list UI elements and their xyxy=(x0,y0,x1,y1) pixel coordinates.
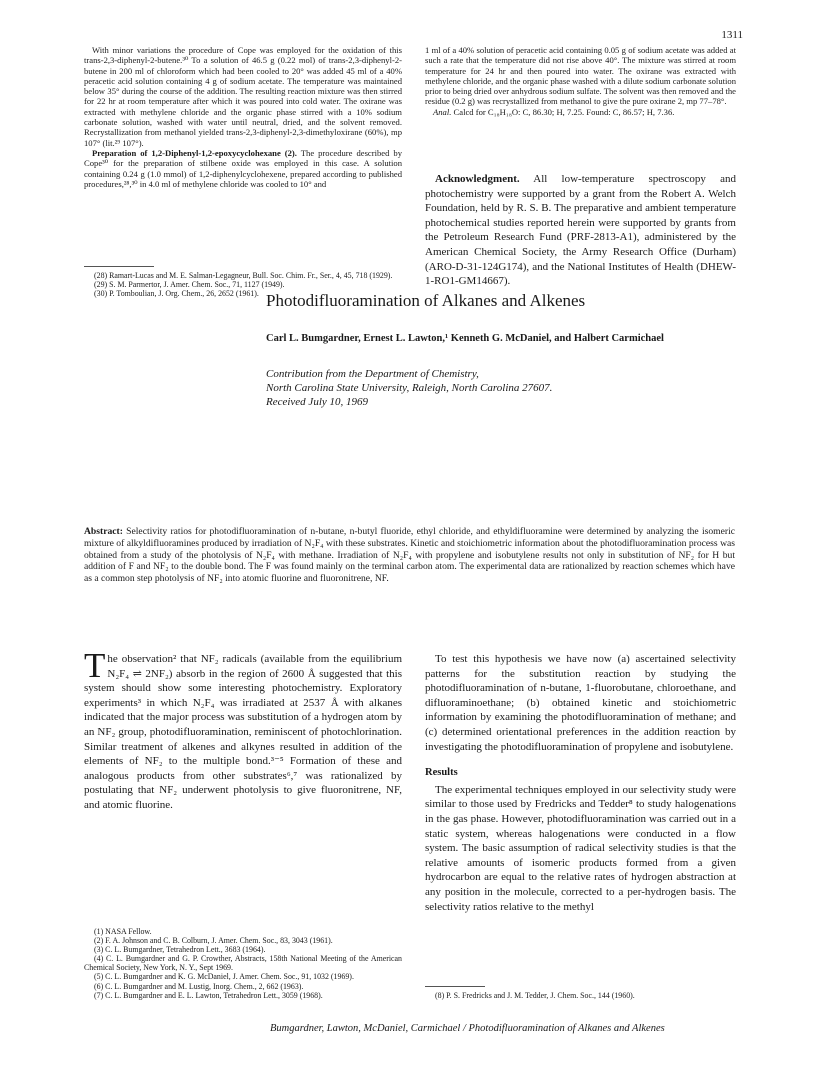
body-paragraph: To test this hypothesis we have now (a) ascertained selectivity patterns for the substitution reaction by studying the photodifluoramination of n-butane, 1-fluorobutane, chloroethane, and difluoraminoethane; (b) obtained kinetic and stoichiometric information by examining the photodifluoramination of methane; and (c) determined orientational preferences in the addition reaction by investigating the photodifluoramination of propylene and isobutylene. xyxy=(425,653,736,753)
drop-cap: T xyxy=(84,646,106,685)
prev-article-left-column xyxy=(84,45,402,189)
body-footnotes xyxy=(84,927,402,1000)
analysis-line xyxy=(425,107,736,117)
experimental-paragraph xyxy=(84,148,402,189)
footnote: (8) P. S. Fredricks and J. M. Tedder, J. Chem. Soc., 144 (1960). xyxy=(435,991,635,1000)
acknowledgment-paragraph xyxy=(425,172,736,289)
experimental-heading: Preparation of 1,2-Diphenyl-1,2-epoxycyclohexane (2). xyxy=(92,147,297,158)
results-heading: Results xyxy=(425,767,458,779)
footnote: (4) C. L. Bumgardner and G. P. Crowther, Abstracts, 158th National Meeting of the American Chemical Society, New York, N. Y., Sept 1969. xyxy=(84,954,402,973)
body-footnote-right xyxy=(425,991,736,1000)
footnote: (1) NASA Fellow. xyxy=(94,927,152,936)
page-number: 1311 xyxy=(721,29,743,41)
footnote: (5) C. L. Bumgardner and K. G. McDaniel, J. Amer. Chem. Soc., 91, 1032 (1969). xyxy=(94,972,354,982)
experimental-paragraph: 1 ml of a 40% solution of peracetic acid containing 0.05 g of sodium acetate was added at such a rate that the temperature did not rise above 40°. The mixture was stirred at room temperature for 24 hr and then poured into water. The oxirane was extracted with methylene chloride, and the organic phase washed with a dilute sodium carbonate solution prior to being dried over anhydrous sodium sulfate. The solvent was then removed and the residue (0.2 g) was recrystallized from methanol to give the pure oxirane 2, mp 77–78°. xyxy=(425,45,736,107)
body-paragraph: The experimental techniques employed in our selectivity study were similar to those used by Fredricks and Tedder⁸ to study halogenations in the gas phase. However, photodifluoramination was carried out in a static system, whereas halogenations were conducted in a flow system. The basic assumption of radical selectivity studies is that the relative amounts of isomeric products formed from a given hydrocarbon are equal to the relative rates of hydrogen abstraction at any position in the molecule, corrected to a per-hydrogen basis. The selectivity ratios relative to the methyl xyxy=(425,783,736,913)
acknowledgment-text: All low-temperature spectroscopy and photochemistry were supported by a grant from the Robert A. Welch Foundation, held by R. S. B. The preparative and ambient temperature photochemical studies reported herein were supported by grants from the Petroleum Research Fund (PRF-2813-A1), administered by the American Chemical Society, the Army Research Office (Durham) (ARO-D-31-124G174), and the National Institutes of Health (DHEW-1-RO1-GM14667). xyxy=(425,173,736,288)
footnote: (2) F. A. Johnson and C. B. Colburn, J. Amer. Chem. Soc., 83, 3043 (1961). xyxy=(94,936,333,946)
article-title: Photodifluoramination of Alkanes and Alkenes xyxy=(266,291,586,310)
footnote-rule xyxy=(425,986,485,987)
intro-paragraph xyxy=(84,646,402,813)
footnote: (7) C. L. Bumgardner and E. L. Lawton, Tetrahedron Lett., 3059 (1968). xyxy=(94,990,323,1000)
running-head: Bumgardner, Lawton, McDaniel, Carmichael / Photodifluoramination of Alkanes and Alkenes xyxy=(270,1023,665,1034)
abstract-label: Abstract: xyxy=(84,526,123,537)
abstract-text: Selectivity ratios for photodifluoramination of n-butane, n-butyl fluoride, ethyl chloride, and ethyldifluoramine were determined by analyzing the isomeric mixture of alkyldifluoramines produced by irradiation of N₂F₄ with these substrates. Kinetic and stoichiometric information about the photodifluoramination process was obtained from a study of the photolysis of N₂F₄ with methane. Irradiation of N₂F₄ with propylene and isobutylene results not only in substitution of NF₂ for H but addition of F and NF₂ to the double bond. The F was found mainly on the terminal carbon atom. The experimental data are rationalized by reaction schemes which have as a common step photolysis of NF₂ into atomic fluorine and fluoronitrene, NF. xyxy=(84,526,735,585)
analysis-label: Anal. xyxy=(433,106,452,117)
footnote: (28) Ramart-Lucas and M. E. Salman-Legagneur, Bull. Soc. Chim. Fr., Ser., 4, 45, 718 (1929). xyxy=(94,271,393,280)
analysis-text: Calcd for C₁₈H₁₈O: C, 86.30; H, 7.25. Found: C, 86.57; H, 7.36. xyxy=(451,106,675,117)
acknowledgment-heading: Acknowledgment. xyxy=(435,173,520,185)
article-authors: Carl L. Bumgardner, Ernest L. Lawton,¹ Kenneth G. McDaniel, and Halbert Carmichael xyxy=(266,333,664,344)
footnote-rule xyxy=(84,266,154,267)
prev-article-right-column xyxy=(425,45,736,117)
footnote: (30) P. Tomboulian, J. Org. Chem., 26, 2652 (1961). xyxy=(94,289,259,299)
experimental-text: The procedure described by Cope³⁰ for the preparation of stilbene oxide was employed in this case. A solution containing 0.24 g (1.0 mmol) of 1,2-diphenylcyclohexene, prepared according to published procedures,²⁸,³⁰ in 4.0 ml of methylene chloride was cooled to 10° and xyxy=(84,147,402,189)
affiliation xyxy=(266,367,706,409)
received-date: Received July 10, 1969 xyxy=(266,396,369,408)
acknowledgment xyxy=(425,172,736,289)
footnote: (29) S. M. Parmertor, J. Amer. Chem. Soc., 71, 1127 (1949). xyxy=(94,280,285,290)
body-right-column xyxy=(425,652,736,914)
affiliation-line-2: North Carolina State University, Raleigh, North Carolina 27607. xyxy=(266,382,553,394)
affiliation-line-1: Contribution from the Department of Chemistry, xyxy=(266,368,479,380)
intro-text: he observation² that NF₂ radicals (available from the equilibrium N₂F₄ ⇌ 2NF₂) absorb in the region of 2600 Å suggested that this system should show some interesting photochemistry. Exploratory experiments³ in which N₂F₄ was irradiated at 2537 Å with alkanes indicated that the major process was substitution of a hydrogen atom by an NF₂ group, photodifluoramination, reminiscent of photochlorination. Similar treatment of alkenes and alkynes resulted in addition of the elements of NF₂ to the multiple bond.³⁻⁵ Formation of these and analogous products from other substrates⁶,⁷ was rationalized by postulating that NF₂ underwent photolysis to give fluoronitrene, NF, and atomic fluorine. xyxy=(84,653,402,811)
footnote: (3) C. L. Bumgardner, Tetrahedron Lett., 3683 (1964). xyxy=(94,945,266,955)
body-left-column xyxy=(84,646,402,813)
experimental-paragraph: With minor variations the procedure of Cope was employed for the oxidation of this trans-2,3-diphenyl-2-butene.³⁰ To a solution of 46.5 g (0.22 mol) of trans-2,3-diphenyl-2-butene in 200 ml of chloroform which had been cooled to 20° was added 45 ml of a 40% peracetic acid solution containing 4 g of sodium acetate. The temperature was maintained below 35° during the course of the addition. The resulting reaction mixture was then stirred for 22 hr at room temperature after which it was poured into cold water. The oxirane was extracted with methylene chloride and the organic phase stirred with a 10% sodium carbonate solution, washed with water until neutral, dried, and the solvent removed. Recrystallization from methanol yielded trans-2,3-diphenyl-2,3-dimethyloxirane (60%), mp 107° (lit.²⁹ 107°). xyxy=(84,45,402,148)
abstract xyxy=(84,526,735,585)
footnote: (6) C. L. Bumgardner and M. Lustig, Inorg. Chem., 2, 662 (1963). xyxy=(94,981,304,991)
